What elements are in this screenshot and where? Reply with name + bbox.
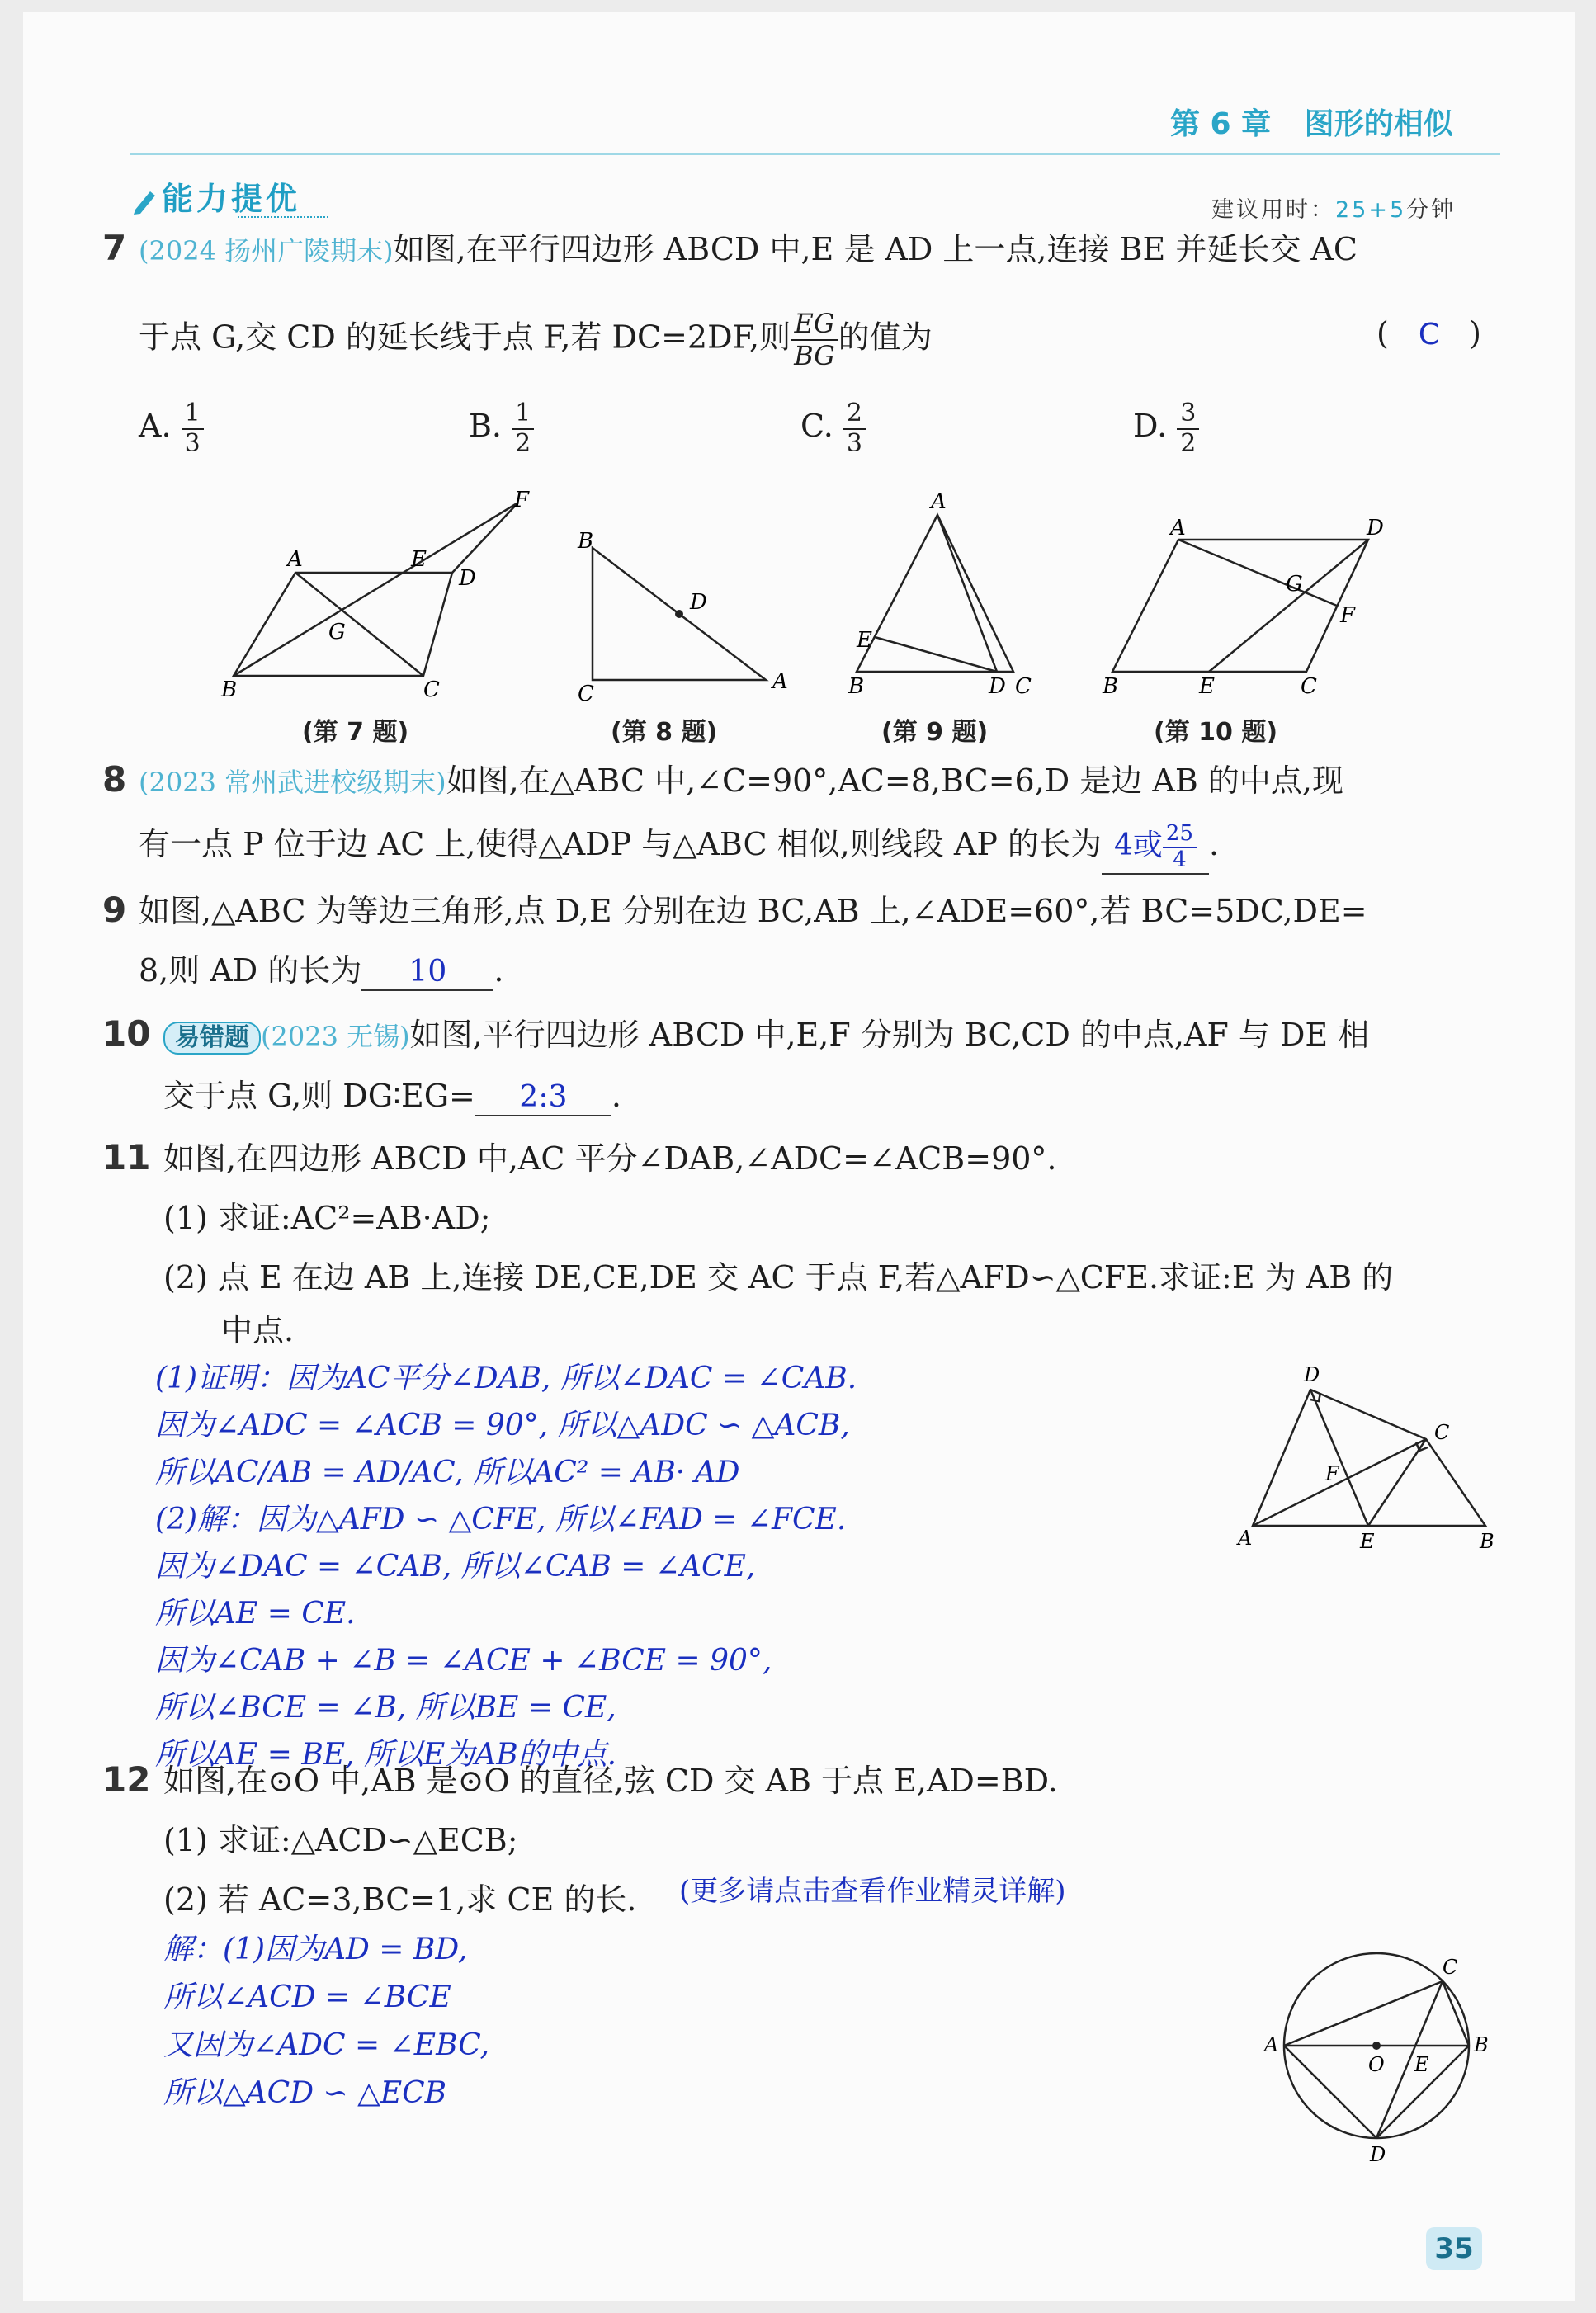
q11-solution-line: 因为∠ADC = ∠ACB = 90°, 所以△ADC ∽ △ACB,: [155, 1409, 850, 1442]
option-fraction: [512, 399, 534, 458]
fig8-label-a: A: [772, 669, 788, 694]
fig12-label-b: B: [1474, 2033, 1489, 2056]
q7-answer-paren: [1376, 315, 1481, 353]
section-underline: [238, 216, 328, 219]
fig8-label-c: C: [578, 682, 594, 705]
caption-fig9: (第 9 题): [881, 718, 989, 747]
fig11-label-c: C: [1434, 1421, 1450, 1444]
frac-den: 2: [1180, 428, 1197, 458]
figure-11: [1228, 1357, 1509, 1571]
q8-source: (2023 常州武进校级期末): [139, 767, 446, 798]
q8-answer-frac: [1163, 822, 1197, 873]
fig12-label-a: A: [1264, 2033, 1279, 2056]
chapter-title: 图形的相似: [1304, 107, 1453, 141]
q7-line2: [139, 309, 933, 371]
q7-option-b: [469, 399, 534, 458]
fig10-label-a: A: [1170, 516, 1186, 540]
q7-option-a: [139, 399, 204, 458]
q11-solution-line: 因为∠CAB + ∠B = ∠ACE + ∠BCE = 90°,: [155, 1644, 772, 1678]
chapter-header: [1170, 101, 1453, 143]
q8-end: .: [1208, 825, 1220, 862]
figure-8: [568, 523, 807, 705]
frac-den: 3: [846, 428, 862, 458]
q11-solution-line: 所以AE = BE, 所以E为AB的中点.: [155, 1738, 617, 1772]
fig9-label-d: D: [989, 674, 1006, 699]
q11-part2: (2) 点 E 在边 AB 上,连接 DE,CE,DE 交 AC 于点 F,若△AFD∽△CFE.求证:E 为 AB 的: [163, 1259, 1394, 1296]
q11-solution-line: 所以∠BCE = ∠B, 所以BE = CE,: [155, 1691, 616, 1725]
option-fraction: [182, 399, 204, 458]
question-number-10: 10: [102, 1013, 151, 1054]
q10-line2: [163, 1078, 621, 1116]
q7-text1: 如图,在平行四边形 ABCD 中,E 是 AD 上一点,连接 BE 并延长交 AC: [393, 231, 1358, 267]
question-number-11: 11: [102, 1137, 151, 1178]
caption-fig8: (第 8 题): [611, 718, 718, 747]
suggested-time: [1211, 191, 1456, 224]
fig11-label-f: F: [1325, 1462, 1339, 1485]
page-number: 35: [1426, 2227, 1482, 2270]
time-value: 25+5: [1335, 197, 1407, 223]
fig8-label-d: D: [690, 590, 707, 615]
q11-part1: (1) 求证:AC²=AB·AD;: [163, 1200, 491, 1236]
fig12-label-e: E: [1414, 2053, 1429, 2076]
q12-solution-line: 又因为∠ADC = ∠EBC,: [163, 2028, 489, 2062]
q11-solution-line: (1)证明：因为AC平分∠DAB, 所以∠DAC = ∠CAB.: [155, 1362, 857, 1395]
option-fraction: [1177, 399, 1199, 458]
q11-solution-line: (2)解：因为△AFD ∽ △CFE, 所以∠FAD = ∠FCE.: [155, 1503, 847, 1536]
frac-num: 2: [843, 399, 866, 430]
option-label: C.: [800, 408, 833, 444]
fig7-label-d: D: [459, 566, 476, 591]
q12-part2: (2) 若 AC=3,BC=1,求 CE 的长.: [163, 1881, 637, 1918]
fig7-label-g: G: [328, 620, 346, 644]
q12-solution: [163, 1926, 489, 2117]
time-unit: 分钟: [1406, 197, 1457, 223]
fig9-label-e: E: [857, 628, 872, 653]
caption-fig7: (第 7 题): [302, 718, 409, 747]
q9-text2: 8,则 AD 的长为: [139, 952, 362, 989]
fig10-label-e: E: [1199, 674, 1215, 699]
frac-num: 1: [182, 399, 204, 430]
q7-source: (2024 扬州广陵期末): [139, 235, 394, 267]
paren-open: (: [1376, 315, 1389, 352]
fig12-label-o: O: [1368, 2053, 1385, 2076]
q9-end: .: [493, 952, 504, 989]
q8-text2: 有一点 P 位于边 AC 上,使得△ADP 与△ABC 相似,则线段 AP 的长为: [139, 825, 1102, 862]
q8-text1: 如图,在△ABC 中,∠C=90°,AC=8,BC=6,D 是边 AB 的中点,现: [446, 762, 1343, 799]
q7-frac-den: BG: [794, 339, 835, 371]
frac-den: 4: [1173, 847, 1187, 872]
fig10-label-b: B: [1103, 674, 1119, 699]
figure-7: [213, 490, 543, 705]
frac-den: 2: [515, 428, 531, 458]
q7-text2: 于点 G,交 CD 的延长线于点 F,若 DC=2DF,则: [139, 319, 791, 356]
frac-num: 1: [512, 399, 534, 430]
q12-solution-line: 解：(1)因为AD = BD,: [163, 1933, 468, 1966]
figure-9: [840, 490, 1055, 705]
section-title: 能力提优: [162, 181, 301, 217]
fig7-label-a: A: [287, 547, 303, 572]
q12-solution-line: 所以△ACD ∽ △ECB: [163, 2076, 447, 2110]
fig10-label-c: C: [1301, 674, 1317, 699]
q7-option-c: [800, 399, 866, 458]
pencil-icon: [130, 186, 158, 215]
time-label: 建议用时：: [1211, 197, 1335, 223]
q11-line1: 如图,在四边形 ABCD 中,AC 平分∠DAB,∠ADC=∠ACB=90°.: [163, 1140, 1057, 1177]
q8-answer-part: 4或: [1113, 828, 1163, 862]
fig12-label-c: C: [1443, 1956, 1458, 1979]
q7-answer: C: [1418, 318, 1440, 352]
q9-line2: [139, 952, 503, 991]
fig11-label-d: D: [1304, 1363, 1320, 1386]
q7-text2-end: 的值为: [838, 319, 933, 356]
option-label: A.: [139, 408, 172, 444]
frac-num: 25: [1163, 822, 1197, 848]
q12-line1: 如图,在⊙O 中,AB 是⊙O 的直径,弦 CD 交 AB 于点 E,AD=BD.: [163, 1763, 1058, 1799]
fig9-label-c: C: [1015, 674, 1032, 699]
q10-answer: 2:3: [475, 1079, 611, 1116]
q12-more-link[interactable]: (更多请点击查看作业精灵详解): [679, 1875, 1066, 1908]
q10-end: .: [611, 1078, 621, 1114]
q9-line1: 如图,△ABC 为等边三角形,点 D,E 分别在边 BC,AB 上,∠ADE=60°,若 BC=5DC,DE=: [139, 893, 1367, 929]
q8-answer: [1102, 822, 1209, 875]
header-rule: [130, 153, 1500, 155]
workbook-page: [23, 12, 1575, 2301]
question-number-9: 9: [102, 890, 127, 930]
q8-line1: [139, 762, 1343, 800]
fig11-label-b: B: [1480, 1530, 1494, 1553]
fig7-label-e: E: [411, 547, 427, 572]
option-label: B.: [469, 408, 503, 444]
fig11-label-a: A: [1238, 1527, 1253, 1550]
fig7-label-c: C: [423, 677, 440, 702]
fig12-label-d: D: [1370, 2143, 1386, 2166]
fig9-label-b: B: [848, 674, 865, 699]
figure-12: [1244, 1926, 1509, 2174]
frac-den: 3: [184, 428, 201, 458]
question-number-8: 8: [102, 759, 127, 800]
q7-fraction: [791, 309, 838, 371]
q10-source: (2023 无锡): [261, 1021, 410, 1052]
q9-answer: 10: [361, 954, 493, 991]
q10-line1: [163, 1017, 1369, 1055]
fig10-label-f: F: [1340, 603, 1356, 628]
fig7-label-b: B: [221, 677, 238, 702]
q11-part2-cont: 中点.: [221, 1312, 295, 1348]
fig11-label-e: E: [1360, 1530, 1375, 1553]
q10-text2: 交于点 G,则 DG∶EG=: [163, 1078, 475, 1114]
q7-line1: [139, 231, 1358, 269]
q10-text1: 如图,平行四边形 ABCD 中,E,F 分别为 BC,CD 的中点,AF 与 DE 相: [409, 1017, 1370, 1053]
q10-tag-badge: 易错题: [163, 1022, 261, 1055]
q11-solution: [155, 1355, 857, 1778]
q11-solution-line: 所以AC/AB = AD/AC, 所以AC² = AB· AD: [155, 1456, 740, 1489]
q8-line2: [139, 822, 1219, 875]
q11-solution-line: 所以AE = CE.: [155, 1597, 356, 1631]
fig7-label-f: F: [514, 490, 530, 512]
q7-option-d: [1133, 399, 1199, 458]
option-label: D.: [1133, 408, 1168, 444]
chapter-number: 第 6 章: [1170, 107, 1272, 141]
q12-part1: (1) 求证:△ACD∽△ECB;: [163, 1822, 518, 1858]
paren-close: ): [1469, 315, 1481, 352]
fig10-label-g: G: [1286, 572, 1303, 597]
question-number-12: 12: [102, 1759, 151, 1800]
option-fraction: [843, 399, 866, 458]
q7-frac-num: EG: [791, 309, 838, 341]
caption-fig10: (第 10 题): [1154, 718, 1278, 747]
question-number-7: 7: [102, 228, 127, 268]
fig8-label-b: B: [578, 529, 594, 554]
figure-10: [1096, 507, 1409, 705]
frac-num: 3: [1177, 399, 1199, 430]
q12-solution-line: 所以∠ACD = ∠BCE: [163, 1980, 451, 2014]
q11-solution-line: 因为∠DAC = ∠CAB, 所以∠CAB = ∠ACE,: [155, 1550, 756, 1584]
fig10-label-d: D: [1367, 516, 1384, 540]
fig9-label-a: A: [931, 490, 947, 514]
